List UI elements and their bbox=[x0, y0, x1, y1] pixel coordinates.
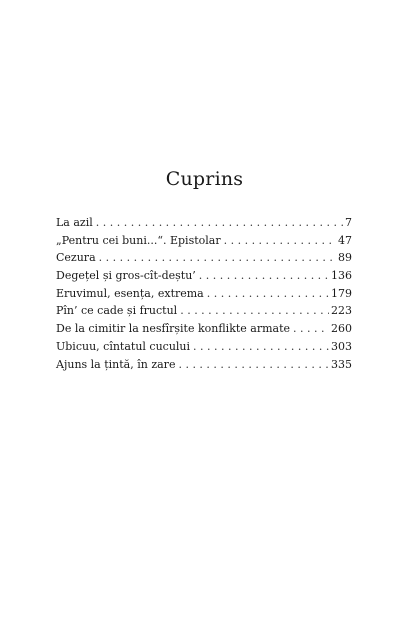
toc-entry-title: De la cimitir la nesfîrșite konflikte armate bbox=[56, 322, 291, 336]
dot-leader bbox=[199, 267, 329, 285]
dot-leader bbox=[99, 249, 336, 267]
toc-entry bbox=[56, 320, 352, 338]
toc-entry-page: 260 bbox=[331, 322, 352, 336]
toc-entry-title: „Pentru cei buni...“. Epistolar bbox=[56, 233, 221, 247]
toc-entry-title: Ubicuu, cîntatul cucului bbox=[56, 339, 191, 353]
dot-leader bbox=[193, 338, 329, 356]
dot-leader bbox=[96, 214, 343, 232]
toc-entry-page: 7 bbox=[345, 216, 352, 229]
dot-leader bbox=[293, 320, 329, 338]
toc-entry-page: 223 bbox=[331, 304, 352, 318]
toc-entry-title: Eruvimul, esența, extrema bbox=[56, 286, 204, 300]
toc-entry bbox=[56, 285, 352, 303]
toc-entry bbox=[56, 302, 352, 320]
toc-entry-page: 335 bbox=[331, 357, 352, 371]
toc-entry-title: Cezura bbox=[56, 251, 96, 265]
toc-entry-page: 179 bbox=[331, 286, 352, 300]
dot-leader bbox=[180, 302, 329, 320]
toc-entry-title: Pîn’ ce cade și fructul bbox=[56, 304, 178, 318]
toc-entry-page: 47 bbox=[338, 233, 352, 247]
toc-entry bbox=[56, 232, 352, 250]
toc-entry bbox=[56, 267, 352, 285]
toc-entry-page: 89 bbox=[338, 251, 352, 265]
page-title: Cuprins bbox=[165, 168, 244, 190]
toc-entry-title: Degețel și gros-cît-deștu’ bbox=[56, 269, 196, 283]
table-of-contents bbox=[56, 214, 352, 373]
toc-entry bbox=[56, 214, 352, 232]
toc-entry-page: 136 bbox=[331, 269, 352, 283]
toc-entry bbox=[56, 249, 352, 267]
toc-entry bbox=[56, 338, 352, 356]
dot-leader bbox=[224, 232, 336, 250]
dot-leader bbox=[178, 356, 329, 374]
toc-entry-page: 303 bbox=[331, 339, 352, 353]
toc-entry-title: La azil bbox=[56, 216, 93, 229]
toc-entry bbox=[56, 356, 352, 374]
dot-leader bbox=[207, 285, 329, 303]
toc-entry-title: Ajuns la țintă, în zare bbox=[56, 357, 176, 371]
